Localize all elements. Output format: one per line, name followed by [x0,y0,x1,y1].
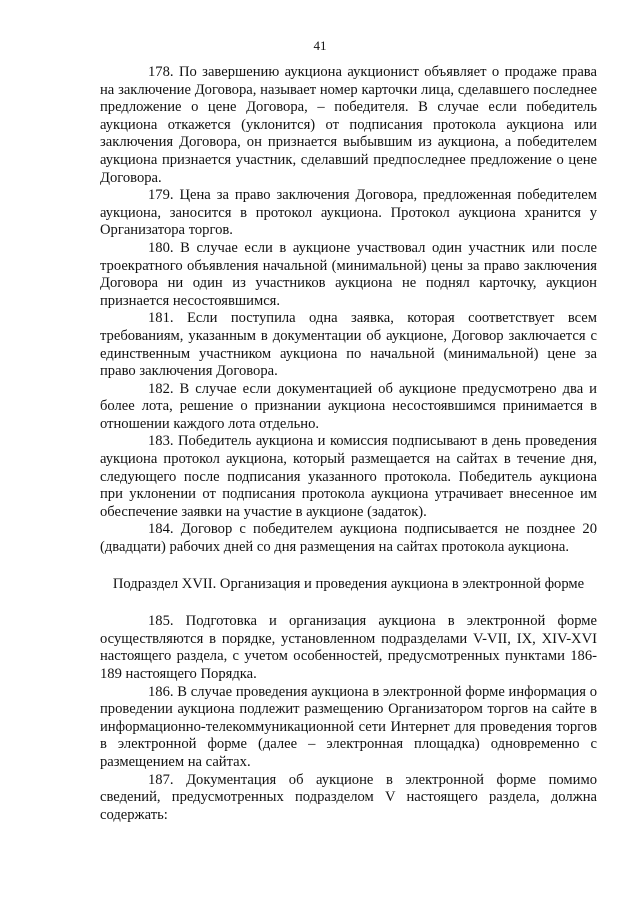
paragraph-185: 185. Подготовка и организация аукциона в электронной форме осуществляются в порядке, установленном подразделами V-VII, IX, XIV-XVI настоящего раздела, с учетом особенностей, предусмотренных пунктами 186-189 настоящего Порядка. [100,613,597,682]
paragraph-179: 179. Цена за право заключения Договора, предложенная победителем аукциона, заносится в протокол аукциона. Протокол аукциона хранится у Организатора торгов. [100,187,597,239]
paragraph-181: 181. Если поступила одна заявка, которая соответствует всем требованиям, указанным в документации об аукционе, Договор заключается с единственным участником аукциона по начальной (минимальной) цене за право заключения Договора. [100,310,597,380]
paragraph-184: 184. Договор с победителем аукциона подписывается не позднее 20 (двадцати) рабочих дней со дня размещения на сайтах протокола аукциона. [100,521,597,556]
paragraph-187: 187. Документация об аукционе в электронной форме помимо сведений, предусмотренных подразделом V настоящего раздела, должна содержать: [100,771,597,823]
paragraph-178: 178. По завершению аукциона аукционист объявляет о продаже права на заключение Договора, называет номер карточки лица, сделавшего последнее предложение о цене Договора, – победителя. В случае если победитель аукциона откажется (уклонится) от подписания протокола аукциона или заключения Договора, он признается выбывшим из аукциона, а победителем аукциона признается участник, сделавший предпоследнее предложение о цене Договора. [100,64,597,186]
section-heading: Подраздел XVII. Организация и проведения аукциона в электронной форме [112,575,585,592]
paragraph-183: 183. Победитель аукциона и комиссия подписывают в день проведения аукциона протокол аукциона, который размещается на сайтах в течение дня, следующего после подписания указанного протокола. Победитель аукциона при уклонении от подписания протокола аукциона утрачивает внесенное им обеспечение заявки на участие в аукционе (задаток). [100,433,597,520]
document-body [100,64,597,824]
paragraph-180: 180. В случае если в аукционе участвовал один участник или после троекратного объявления начальной (минимальной) цены за право заключения Договора ни один из участников аукциона не поднял карточку, аукцион признается несостоявшимся. [100,239,597,309]
paragraph-182: 182. В случае если документацией об аукционе предусмотрено два и более лота, решение о признании аукциона несостоявшимся принимается в отношении каждого лота отдельно. [100,380,597,432]
page-number: 41 [313,38,327,53]
paragraph-186: 186. В случае проведения аукциона в электронной форме информация о проведении аукциона подлежит размещению Организатором торгов на сайте в информационно-телекоммуникационной сети Интернет для проведения торгов в электронной форме (далее – электронная площадка) одновременно с размещением на сайтах. [100,683,597,770]
